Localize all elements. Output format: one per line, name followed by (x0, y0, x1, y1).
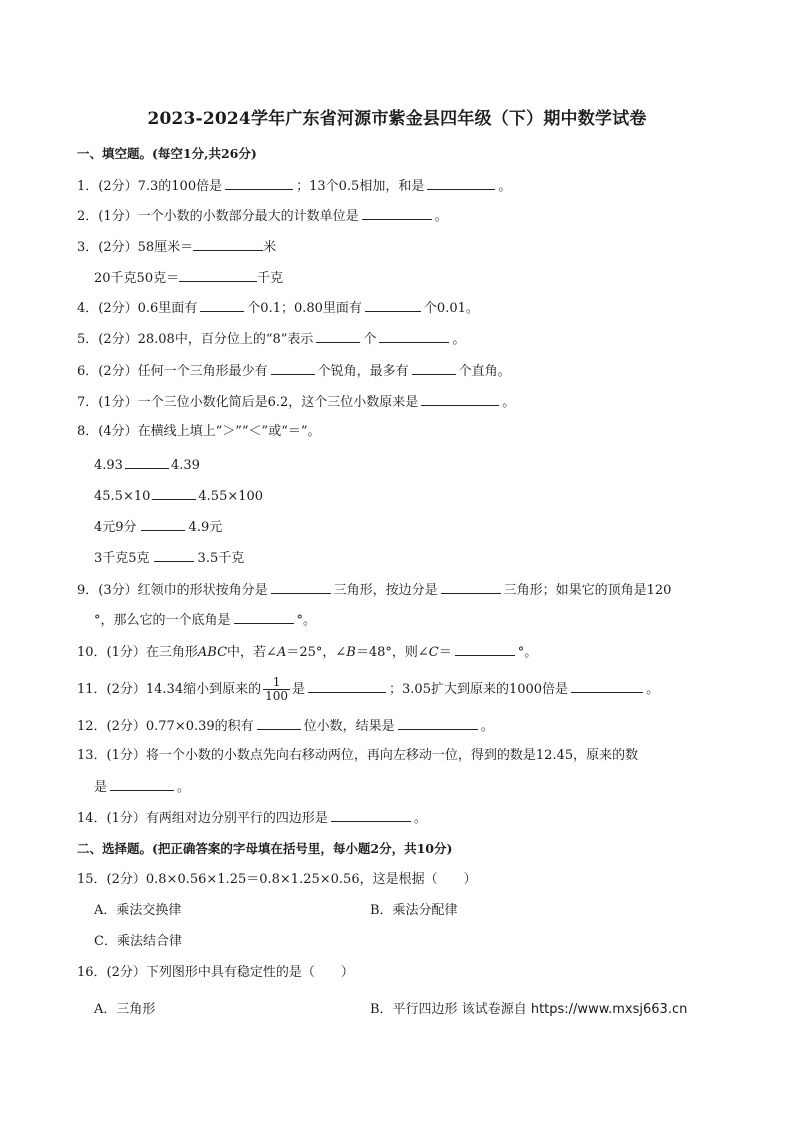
q14-text-a: 14．(1分）有两组对边分别平行的四边形是 (77, 811, 328, 826)
q15-option-b[interactable]: B．乘法分配律 (370, 903, 458, 918)
q10-text-c: ＝25°，∠ (286, 645, 347, 660)
q5-text-b: 个 (363, 332, 377, 347)
answer-blank[interactable] (225, 176, 293, 190)
fraction-one-hundredth (263, 676, 290, 703)
q10-angle-a: A (276, 645, 287, 660)
question-5 (77, 329, 465, 349)
answer-blank[interactable] (152, 486, 196, 500)
q8-r3-right: 4.9元 (188, 520, 223, 535)
answer-blank[interactable] (362, 206, 432, 220)
q15-option-c[interactable]: C．乘法结合律 (94, 934, 182, 949)
q4-text-c: 个0.01。 (423, 301, 479, 316)
q9-text-b: 三角形，按边分是 (333, 583, 438, 598)
q7-text-b: 。 (502, 395, 516, 410)
answer-blank[interactable] (441, 580, 501, 594)
q3-text-a: 3．(2分）58厘米＝ (77, 240, 194, 255)
answer-blank[interactable] (365, 298, 421, 312)
q16-stem: 16．(2分）下列图形中具有稳定性的是（ ） (77, 965, 354, 980)
q8-stem: 8．(4分）在横线上填上“＞”“＜”或“＝”。 (77, 424, 321, 439)
q11-text-d: 。 (646, 682, 660, 697)
question-11 (77, 676, 659, 703)
answer-blank[interactable] (200, 298, 244, 312)
answer-blank[interactable] (271, 361, 315, 375)
answer-blank[interactable] (421, 392, 499, 406)
q6-text-b: 个锐角，最多有 (317, 364, 409, 379)
fraction-denominator: 100 (265, 689, 289, 703)
q10-angle-b: B (346, 645, 356, 660)
question-8 (77, 423, 321, 441)
answer-blank[interactable] (110, 777, 174, 791)
q15-stem: 15．(2分）0.8×0.56×1.25＝0.8×1.25×0.56，这是根据（ ） (77, 872, 477, 887)
q1-text-c: 。 (498, 179, 512, 194)
question-9-cont (94, 610, 316, 630)
answer-blank[interactable] (379, 329, 449, 343)
q10-text-a: 10．(1分）在三角形 (77, 645, 198, 660)
page-title: 2023-2024学年广东省河源市紫金县四年级（下）期中数学试卷 (147, 109, 647, 129)
question-3 (77, 237, 276, 257)
q8-row-4 (94, 548, 244, 568)
question-7 (77, 392, 515, 412)
q9-text-a: 9．(3分）红领巾的形状按角分是 (77, 583, 268, 598)
q10-text-e: ＝ (438, 645, 452, 660)
q8-r1-right: 4.39 (170, 458, 200, 473)
q12-text-c: 。 (480, 719, 494, 734)
answer-blank[interactable] (308, 679, 386, 693)
q8-r2-right: 4.55×100 (198, 489, 264, 504)
q10-text-f: °。 (517, 645, 538, 660)
q11-text-b: 是 (292, 682, 306, 697)
answer-blank[interactable] (234, 610, 294, 624)
question-9 (77, 580, 671, 600)
q12-text-a: 12．(2分）0.77×0.39的积有 (77, 719, 254, 734)
answer-blank[interactable] (154, 548, 194, 562)
q8-r4-left: 3千克5克 (94, 551, 150, 566)
answer-blank[interactable] (257, 716, 301, 730)
q5-text-a: 5．(2分）28.08中，百分位上的“8”表示 (77, 332, 314, 347)
answer-blank[interactable] (398, 716, 478, 730)
question-3-part-2 (94, 268, 283, 288)
q8-row-3 (94, 517, 222, 537)
q3-text-c: 20千克50克＝ (94, 271, 180, 286)
q10-text-d: ＝48°，则∠ (355, 645, 429, 660)
q9-text-c: 三角形；如果它的顶角是120 (503, 583, 672, 598)
q9-text-d: °，那么它的一个底角是 (94, 613, 231, 628)
answer-blank[interactable] (141, 517, 185, 531)
fraction-numerator: 1 (263, 676, 290, 690)
q8-r3-left: 4元9分 (94, 520, 137, 535)
answer-blank[interactable] (571, 679, 643, 693)
question-6 (77, 361, 511, 381)
q13-text-b: 是 (94, 780, 108, 795)
question-1 (77, 176, 511, 196)
answer-blank[interactable] (316, 329, 360, 343)
question-16 (77, 964, 354, 982)
q8-row-2 (94, 486, 263, 506)
question-10 (77, 642, 537, 662)
q8-row-1 (94, 455, 200, 475)
q11-text-c: ；3.05扩大到原来的1000倍是 (389, 682, 569, 697)
question-4 (77, 298, 479, 318)
q6-text-a: 6．(2分）任何一个三角形最少有 (77, 364, 268, 379)
q8-r1-left: 4.93 (94, 458, 123, 473)
answer-blank[interactable] (179, 268, 257, 282)
question-13 (77, 747, 638, 765)
q10-angle-c: C (428, 645, 439, 660)
q2-text-b: 。 (434, 209, 448, 224)
q14-text-b: 。 (413, 811, 427, 826)
answer-blank[interactable] (412, 361, 456, 375)
q16-option-b-row (370, 1001, 687, 1019)
q10-triangle-name: ABC (197, 645, 228, 660)
q13-text-c: 。 (177, 780, 191, 795)
q13-text-a: 13．(1分）将一个小数的小数点先向右移动两位，再向左移动一位，得到的数是12.45，原来的数 (77, 748, 639, 763)
q10-text-b: 中，若∠ (227, 645, 277, 660)
question-15 (77, 871, 477, 889)
q1-text-b: ；13个0.5相加，和是 (296, 179, 425, 194)
answer-blank[interactable] (271, 580, 331, 594)
q6-text-c: 个直角。 (458, 364, 511, 379)
q3-text-d: 千克 (257, 271, 284, 286)
answer-blank[interactable] (455, 642, 515, 656)
question-12 (77, 716, 494, 736)
answer-blank[interactable] (125, 455, 169, 469)
q11-text-a: 11．(2分）14.34缩小到原来的 (77, 682, 262, 697)
q4-text-a: 4．(2分）0.6里面有 (77, 301, 198, 316)
q4-text-b: 个0.1；0.80里面有 (247, 301, 362, 316)
section-fill-blank-heading: 一、填空题。(每空1分,共26分) (77, 146, 257, 161)
q12-text-b: 位小数，结果是 (303, 719, 395, 734)
q16-option-a[interactable]: A．三角形 (94, 1002, 156, 1017)
q3-text-b: 米 (263, 240, 277, 255)
question-13-cont (94, 777, 190, 797)
q8-r4-right: 3.5千克 (197, 551, 245, 566)
question-2 (77, 206, 448, 226)
q8-r2-left: 45.5×10 (94, 489, 151, 504)
answer-blank[interactable] (193, 237, 263, 251)
q15-option-a[interactable]: A．乘法交换律 (94, 903, 182, 918)
q9-text-e: °。 (296, 613, 317, 628)
section-choice-heading: 二、选择题。(把正确答案的字母填在括号里，每小题2分，共10分) (77, 841, 453, 856)
question-14 (77, 808, 427, 828)
source-watermark: 该试卷源自 https://www.mxsj663.cn (461, 1002, 688, 1017)
q1-text-a: 1．(2分）7.3的100倍是 (77, 179, 223, 194)
q2-text-a: 2．(1分）一个小数的小数部分最大的计数单位是 (77, 209, 359, 224)
q5-text-c: 。 (452, 332, 466, 347)
q7-text-a: 7．(1分）一个三位小数化简后是6.2，这个三位小数原来是 (77, 395, 419, 410)
q16-option-b[interactable]: B．平行四边形 (370, 1002, 458, 1017)
answer-blank[interactable] (427, 176, 495, 190)
answer-blank[interactable] (331, 808, 411, 822)
